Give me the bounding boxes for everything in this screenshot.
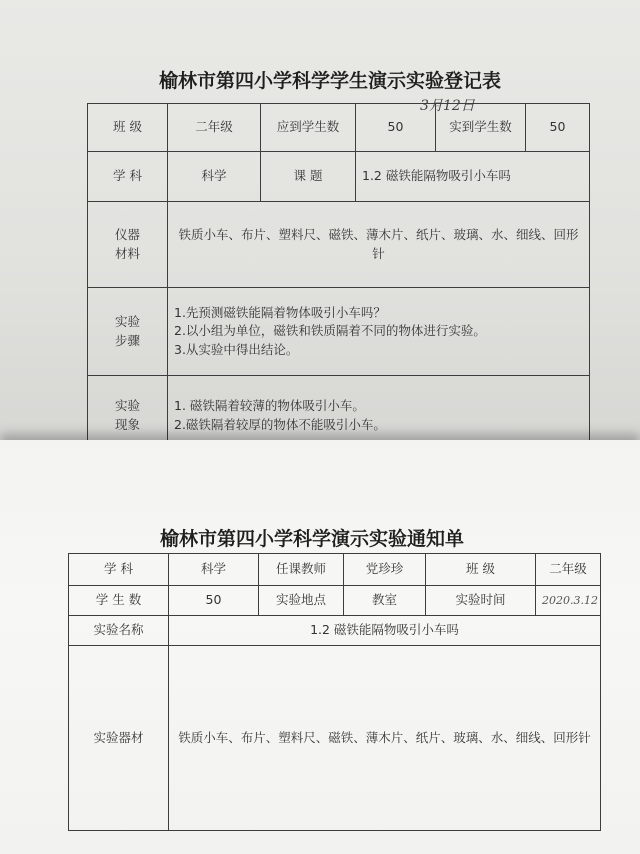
steps-label-line: 步骤 xyxy=(114,332,140,348)
place-label: 实验地点 xyxy=(259,586,344,616)
steps-value xyxy=(168,288,590,376)
step-item: 2.以小组为单位，磁铁和铁质隔着不同的物体进行实验。 xyxy=(174,323,486,339)
expected-students-label: 应到学生数 xyxy=(261,104,356,152)
subject-label: 学 科 xyxy=(88,152,168,202)
topic-label: 课 题 xyxy=(261,152,356,202)
class-label: 班 级 xyxy=(426,554,536,586)
place-value: 教室 xyxy=(344,586,426,616)
notice-sheet xyxy=(0,440,640,854)
table-row xyxy=(88,202,590,288)
table-row xyxy=(88,288,590,376)
steps-label xyxy=(88,288,168,376)
table-row xyxy=(69,646,601,831)
actual-students-value: 50 xyxy=(526,104,590,152)
step-item: 1.先预测磁铁能隔着物体吸引小车吗？ xyxy=(174,305,386,321)
table-row xyxy=(69,586,601,616)
notice-table xyxy=(68,553,601,831)
handwritten-date: 3月12日 xyxy=(420,98,475,114)
class-value: 二年级 xyxy=(536,554,601,586)
phenomenon-item: 2.磁铁隔着较厚的物体不能吸引小车。 xyxy=(174,416,386,432)
notice-title: 榆林市第四小学科学演示实验通知单 xyxy=(159,528,464,550)
phenomena-label-line: 现象 xyxy=(114,416,140,432)
expected-students-value: 50 xyxy=(356,104,436,152)
experiment-name-label: 实验名称 xyxy=(69,616,169,646)
time-label: 实验时间 xyxy=(426,586,536,616)
phenomena-label-line: 实验 xyxy=(114,398,140,414)
equipment-label: 实验器材 xyxy=(69,646,169,831)
subject-value: 科学 xyxy=(169,554,259,586)
phenomenon-item: 1. 磁铁隔着较薄的物体吸引小车。 xyxy=(174,398,365,414)
equipment-value: 铁质小车、布片、塑料尺、磁铁、薄木片、纸片、玻璃、水、细线、回形针 xyxy=(168,202,590,288)
registration-title: 榆林市第四小学科学学生演示实验登记表 xyxy=(158,70,501,92)
equipment-label-line: 材料 xyxy=(114,245,140,261)
equipment-label xyxy=(88,202,168,288)
equipment-value: 铁质小车、布片、塑料尺、磁铁、薄木片、纸片、玻璃、水、细线、回形针 xyxy=(169,646,601,831)
registration-table xyxy=(87,103,590,456)
step-item: 3.从实验中得出结论。 xyxy=(174,341,299,357)
table-row xyxy=(88,152,590,202)
subject-value: 科学 xyxy=(168,152,261,202)
teacher-label: 任课教师 xyxy=(259,554,344,586)
table-row xyxy=(88,104,590,152)
actual-students-label: 实到学生数 xyxy=(436,104,526,152)
subject-label: 学 科 xyxy=(69,554,169,586)
table-row xyxy=(69,554,601,586)
steps-label-line: 实验 xyxy=(114,314,140,330)
teacher-value: 党珍珍 xyxy=(344,554,426,586)
students-label: 学 生 数 xyxy=(69,586,169,616)
topic-value: 1.2 磁铁能隔物吸引小车吗 xyxy=(356,152,590,202)
equipment-label-line: 仪器 xyxy=(114,227,140,243)
class-label: 班 级 xyxy=(88,104,168,152)
students-value: 50 xyxy=(169,586,259,616)
table-row xyxy=(69,616,601,646)
experiment-name-value: 1.2 磁铁能隔物吸引小车吗 xyxy=(169,616,601,646)
class-value: 二年级 xyxy=(168,104,261,152)
time-value: 2020.3.12 xyxy=(536,586,601,616)
